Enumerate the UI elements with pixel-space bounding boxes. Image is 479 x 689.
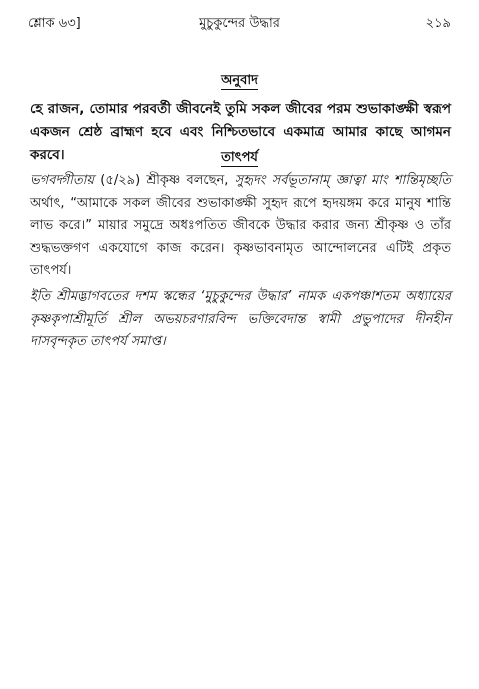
- translation-heading: অনুবাদ: [221, 73, 258, 88]
- page-number: ২১৯: [425, 16, 451, 31]
- chapter-colophon: ইতি শ্রীমদ্ভাগবতের দশম স্কন্ধের ‘মুচুকুন্দের উদ্ধার’ নামক একপঞ্চাশতম অধ্যায়ের কৃষ্ণকৃপাশ্রীমূর্তি শ্রীল অভয়চরণারবিন্দ ভক্তিবেদান্ত স্বামী প্রভুপাদের দীনহীন দাসবৃন্দকৃত তাৎপর্য সমাপ্ত।: [30, 289, 451, 349]
- chapter-title: মুচুকুন্দের উদ্ধার: [199, 16, 280, 31]
- running-header: [28, 14, 451, 34]
- verse-label: শ্লোক ৬৩]: [28, 16, 81, 31]
- purport-heading: তাৎপর্য: [221, 150, 258, 165]
- purport-text: [30, 170, 451, 283]
- purport-quote: সুহৃদং সর্বভূতানাম্ জ্ঞাত্বা মাং শান্তিমৃচ্ছতি: [234, 173, 451, 188]
- purport-reference: (৫/২৯) শ্রীকৃষ্ণ বলছেন,: [94, 173, 235, 188]
- purport-body: অর্থাৎ, “আমাকে সকল জীবের শুভাকাঙ্ক্ষী সুহৃদ রূপে হৃদয়ঙ্গম করে মানুষ শান্তি লাভ করে।” মায়ার সমুদ্রে অধঃপতিত জীবকে উদ্ধার করার জন্য শ্রীকৃষ্ণ ও তাঁর শুদ্ধভক্তগণ একযোগে কাজ করেন। কৃষ্ণভাবনামৃত আন্দোলনের এটিই প্রকৃত তাৎপর্য।: [30, 195, 451, 278]
- translation-text: হে রাজন, তোমার পরবর্তী জীবনেই তুমি সকল জীবের পরম শুভাকাঙ্ক্ষী স্বরূপ একজন শ্রেষ্ঠ ব্রাহ্মণ হবে এবং নিশ্চিতভাবে একমাত্র আমার কাছে আগমন করবে।: [30, 101, 451, 163]
- purport-source: ভগবদ্গীতায়: [30, 173, 95, 188]
